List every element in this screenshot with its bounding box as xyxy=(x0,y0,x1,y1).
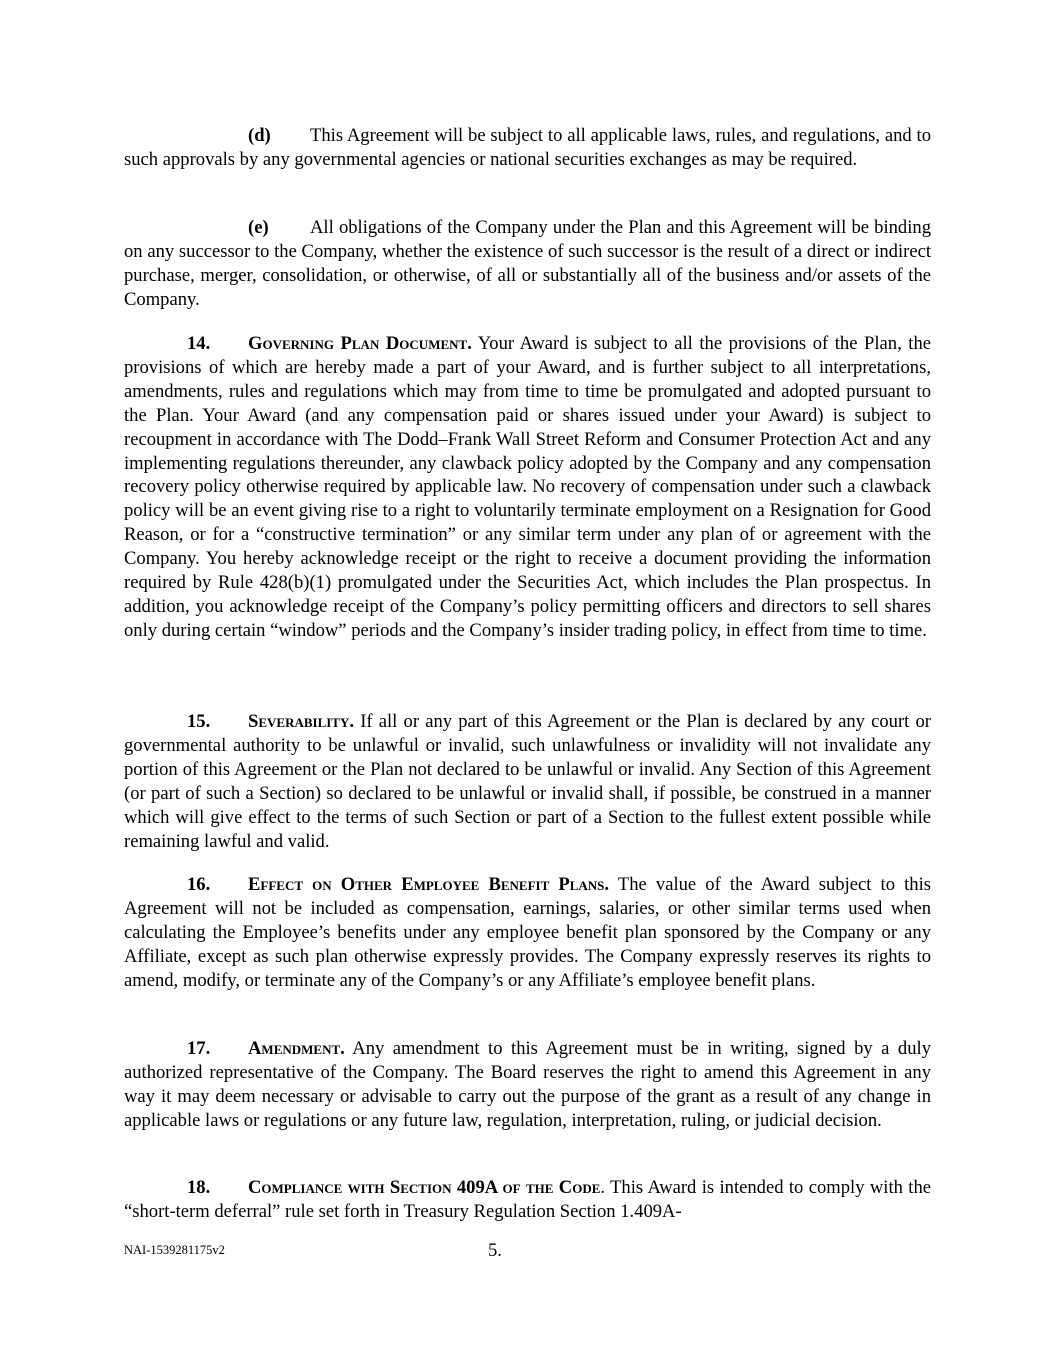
section-title: Compliance with Section 409A of the Code xyxy=(248,1177,601,1198)
section-title: Severability. xyxy=(248,711,355,732)
section-title: Amendment. xyxy=(248,1038,345,1059)
section-text: . This Award is intended to comply with the “short-term deferral” rule set forth in Treasury Regulation Section 1.409A- xyxy=(124,1177,931,1222)
section-number: 17. xyxy=(187,1038,211,1059)
paragraph-text: All obligations of the Company under the Plan and this Agreement will be binding on any successor to the Company, whether the existence of such successor is the result of a direct or indirect purchase, merger, consolidation, or otherwise, of all or substantially all of the business and/or assets of the Company. xyxy=(124,217,931,310)
paragraph-13e xyxy=(124,216,931,312)
section-title: Governing Plan Document. xyxy=(248,333,472,354)
section-18 xyxy=(124,1176,931,1224)
section-title: Effect on Other Employee Benefit Plans. xyxy=(248,874,610,895)
paragraph-text: This Agreement will be subject to all applicable laws, rules, and regulations, and to such approvals by any governmental agencies or national securities exchanges as may be required. xyxy=(124,125,931,170)
document-id: NAI-1539281175v2 xyxy=(124,1243,225,1257)
section-text: Any amendment to this Agreement must be in writing, signed by a duly authorized representative of the Company. The Board reserves the right to amend this Agreement in any way it may deem necessary or advisable to carry out the purpose of the grant as a result of any change in applicable laws or regulations or any future law, regulation, interpretation, ruling, or judicial decision. xyxy=(124,1038,931,1131)
section-text: If all or any part of this Agreement or the Plan is declared by any court or governmental authority to be unlawful or invalid, such unlawfulness or invalidity will not invalidate any portion of this Agreement or the Plan not declared to be unlawful or invalid. Any Section of this Agreement (or part of such a Section) so declared to be unlawful or invalid shall, if possible, be construed in a manner which will give effect to the terms of such Section or part of a Section to the fullest extent possible while remaining lawful and valid. xyxy=(124,711,931,852)
section-number: 18. xyxy=(187,1177,211,1198)
section-17 xyxy=(124,1037,931,1133)
page-number: 5. xyxy=(488,1240,502,1261)
section-number: 14. xyxy=(187,333,211,354)
section-number: 16. xyxy=(187,874,211,895)
paragraph-13d xyxy=(124,124,931,172)
section-text: The value of the Award subject to this Agreement will not be included as compensation, earnings, salaries, or other similar terms used when calculating the Employee’s benefits under any employee benefit plan sponsored by the Company or any Affiliate, except as such plan otherwise expressly provides. The Company expressly reserves its rights to amend, modify, or terminate any of the Company’s or any Affiliate’s employee benefit plans. xyxy=(124,874,931,991)
section-number: 15. xyxy=(187,711,211,732)
section-15 xyxy=(124,710,931,853)
paragraph-label: (d) xyxy=(248,125,271,146)
section-text: Your Award is subject to all the provisions of the Plan, the provisions of which are hereby made a part of your Award, and is further subject to all interpretations, amendments, rules and regulations which may from time to time be promulgated and adopted pursuant to the Plan. Your Award (and any compensation paid or shares issued under your Award) is subject to recoupment in accordance with The Dodd–Frank Wall Street Reform and Consumer Protection Act and any implementing regulations thereunder, any clawback policy adopted by the Company and any compensation recovery policy otherwise required by applicable law. No recovery of compensation under such a clawback policy will be an event giving rise to a right to voluntarily terminate employment on a Resignation for Good Reason, or for a “constructive termination” or any similar term under any plan of or agreement with the Company. You hereby acknowledge receipt or the right to receive a document providing the information required by Rule 428(b)(1) promulgated under the Securities Act, which includes the Plan prospectus. In addition, you acknowledge receipt of the Company’s policy permitting officers and directors to sell shares only during certain “window” periods and the Company’s insider trading policy, in effect from time to time. xyxy=(124,333,931,641)
paragraph-label: (e) xyxy=(248,217,269,238)
section-14 xyxy=(124,332,931,643)
section-16 xyxy=(124,873,931,993)
